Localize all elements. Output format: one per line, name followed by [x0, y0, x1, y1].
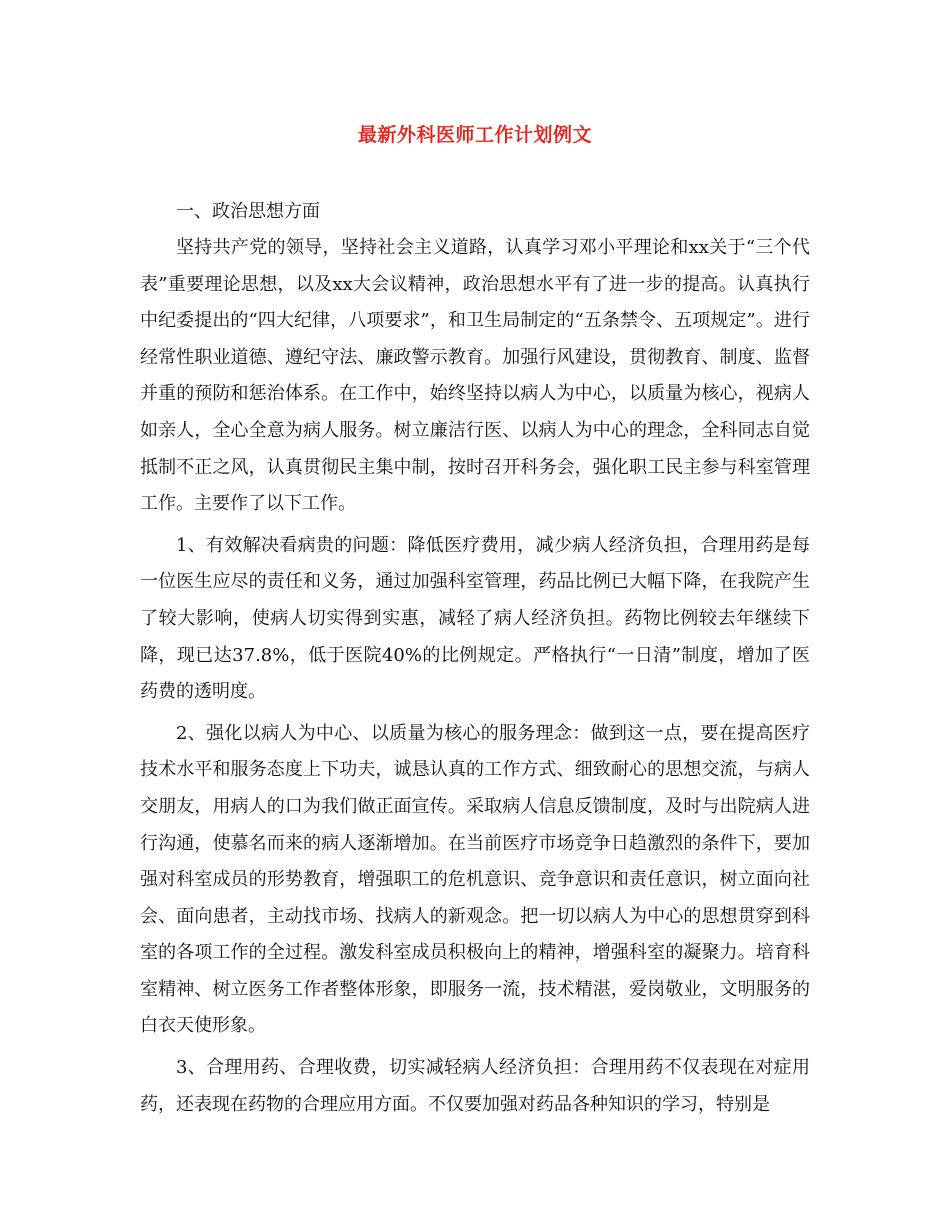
paragraph-item-2: 2、强化以病人为中心、以质量为核心的服务理念：做到这一点，要在提高医疗技术水平和服务态度上下功夫，诚恳认真的工作方式、细致耐心的思想交流，与病人交朋友，用病人的口为我们做正面宣传。采取病人信息反馈制度，及时与出院病人进行沟通，使慕名而来的病人逐渐增加。在当前医疗市场竞争日趋激烈的条件下，要加强对科室成员的形势教育，增强职工的危机意识、竞争意识和责任意识，树立面向社会、面向患者，主动找市场、找病人的新观念。把一切以病人为中心的思想贯穿到科室的各项工作的全过程。激发科室成员积极向上的精神，增强科室的凝聚力。培育科室精神、树立医务工作者整体形象，即服务一流，技术精湛，爱岗敬业，文明服务的白衣天使形象。	[140, 722, 810, 1037]
document-title: 最新外科医师工作计划例文	[357, 124, 592, 146]
paragraph-item-1: 1、有效解决看病贵的问题：降低医疗费用，减少病人经济负担，合理用药是每一位医生应尽的责任和义务，通过加强科室管理，药品比例已大幅下降，在我院产生了较大影响，使病人切实得到实惠，减轻了病人经济负担。药物比例较去年继续下降，现已达37.8%，低于医院40%的比例规定。严格执行“一日清”制度，增加了医药费的透明度。	[140, 534, 810, 703]
paragraph-item-3: 3、合理用药、合理收费，切实减轻病人经济负担：合理用药不仅表现在对症用药，还表现在药物的合理应用方面。不仅要加强对药品各种知识的学习，特别是	[140, 1057, 810, 1115]
paragraph-political: 坚持共产党的领导，坚持社会主义道路，认真学习邓小平理论和xx关于“三个代表”重要理论思想，以及xx大会议精神，政治思想水平有了进一步的提高。认真执行中纪委提出的“四大纪律，八项要求”，和卫生局制定的“五条禁令、五项规定”。进行经常性职业道德、遵纪守法、廉政警示教育。加强行风建设，贯彻教育、制度、监督并重的预防和惩治体系。在工作中，始终坚持以病人为中心，以质量为核心，视病人如亲人，全心全意为病人服务。树立廉洁行医、以病人为中心的理念，全科同志自觉抵制不正之风，认真贯彻民主集中制，按时召开科务会，强化职工民主参与科室管理工作。主要作了以下工作。	[140, 237, 810, 515]
section-heading: 一、政治思想方面	[176, 201, 320, 222]
document-body	[140, 194, 810, 1128]
